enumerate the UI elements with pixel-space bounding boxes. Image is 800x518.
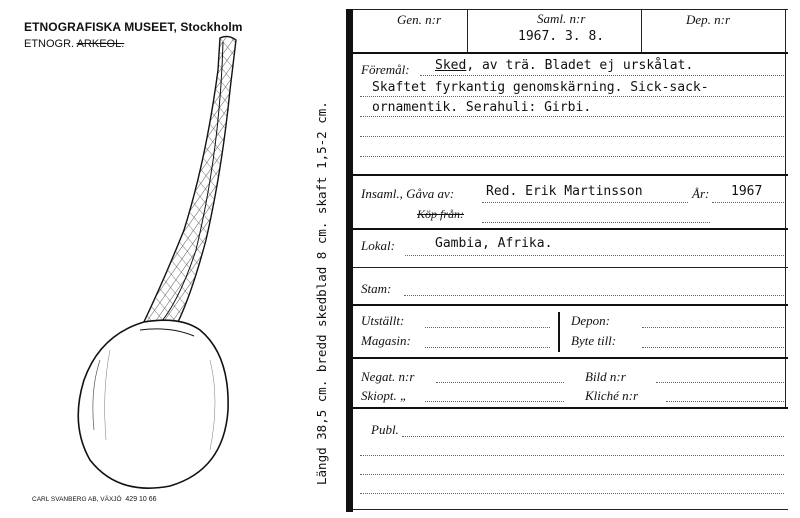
foremal-line3: ornamentik. Serahuli: Girbi. bbox=[372, 100, 592, 115]
line bbox=[405, 255, 784, 256]
stam-label: Stam: bbox=[361, 281, 392, 296]
byte-label: Byte till: bbox=[571, 333, 617, 348]
skiopt-label: Skiopt. „ bbox=[361, 388, 408, 403]
divider bbox=[641, 9, 642, 52]
foremal-line1 bbox=[435, 58, 693, 73]
line bbox=[360, 96, 784, 97]
line bbox=[420, 75, 784, 76]
dep-label: Dep. n:r bbox=[686, 12, 731, 27]
saml-value: 1967. 3. 8. bbox=[518, 29, 605, 44]
line bbox=[360, 136, 784, 137]
foremal-line2: Skaftet fyrkantig genomskärning. Sick-sack- bbox=[372, 80, 709, 95]
line bbox=[425, 401, 564, 402]
spoon-drawing bbox=[60, 30, 300, 495]
foremal-label: Föremål: bbox=[361, 62, 410, 77]
negat-label: Negat. n:r bbox=[361, 369, 415, 384]
card-right-border bbox=[785, 9, 786, 407]
printer-number: 429 10 66 bbox=[125, 496, 157, 503]
line bbox=[642, 327, 784, 328]
utstallt-label: Utställt: bbox=[361, 313, 405, 328]
divider bbox=[558, 312, 560, 352]
insaml-label: Insaml., Gåva av: bbox=[361, 186, 455, 201]
row-separator bbox=[353, 357, 788, 359]
row-separator bbox=[353, 228, 788, 230]
ar-label: År: bbox=[692, 186, 710, 201]
line bbox=[402, 436, 784, 437]
line bbox=[656, 382, 784, 383]
line bbox=[360, 455, 784, 456]
line bbox=[360, 474, 784, 475]
row-separator bbox=[353, 174, 788, 176]
bild-label: Bild n:r bbox=[585, 369, 626, 384]
line bbox=[360, 493, 784, 494]
gen-label: Gen. n:r bbox=[397, 12, 442, 27]
row-separator bbox=[353, 407, 788, 409]
saml-label: Saml. n:r bbox=[537, 11, 586, 26]
line bbox=[642, 347, 784, 348]
museum-title: ETNOGRAFISKA MUSEET, Stockholm bbox=[24, 20, 243, 34]
card-left-bar bbox=[346, 9, 353, 512]
line bbox=[425, 327, 550, 328]
printer-note bbox=[32, 496, 157, 503]
magasin-label: Magasin: bbox=[361, 333, 411, 348]
line bbox=[425, 347, 550, 348]
card-top-border bbox=[353, 9, 788, 10]
line bbox=[360, 156, 784, 157]
depon-label: Depon: bbox=[571, 313, 610, 328]
lokal-label: Lokal: bbox=[361, 238, 395, 253]
foremal-word: Sked bbox=[435, 58, 467, 73]
row-separator bbox=[353, 52, 788, 54]
foremal-rest: , av trä. Bladet ej urskålat. bbox=[466, 58, 694, 73]
card-bottom bbox=[353, 509, 788, 510]
publ-label: Publ. bbox=[371, 422, 399, 437]
line bbox=[482, 202, 688, 203]
line bbox=[712, 202, 784, 203]
row-separator bbox=[353, 304, 788, 306]
insaml-value: Red. Erik Martinsson bbox=[486, 184, 643, 199]
lokal-value: Gambia, Afrika. bbox=[435, 236, 553, 251]
divider bbox=[467, 9, 468, 52]
line bbox=[404, 295, 784, 296]
kop-label: Köp från: bbox=[417, 207, 465, 221]
line bbox=[436, 382, 564, 383]
dept-struck: ARKEOL. bbox=[76, 38, 125, 50]
line bbox=[666, 401, 784, 402]
dept-prefix: ETNOGR. bbox=[24, 38, 75, 50]
line bbox=[360, 116, 784, 117]
printer-name: CARL SVANBERG AB, VÄXJÖ bbox=[32, 496, 122, 503]
measurement-text: Längd 38,5 cm. bredd skedblad 8 cm. skaft 1,5-2 cm. bbox=[314, 101, 329, 485]
line bbox=[482, 222, 710, 223]
row-separator bbox=[353, 267, 788, 268]
kliche-label: Kliché n:r bbox=[585, 388, 639, 403]
ar-value: 1967 bbox=[731, 184, 763, 199]
